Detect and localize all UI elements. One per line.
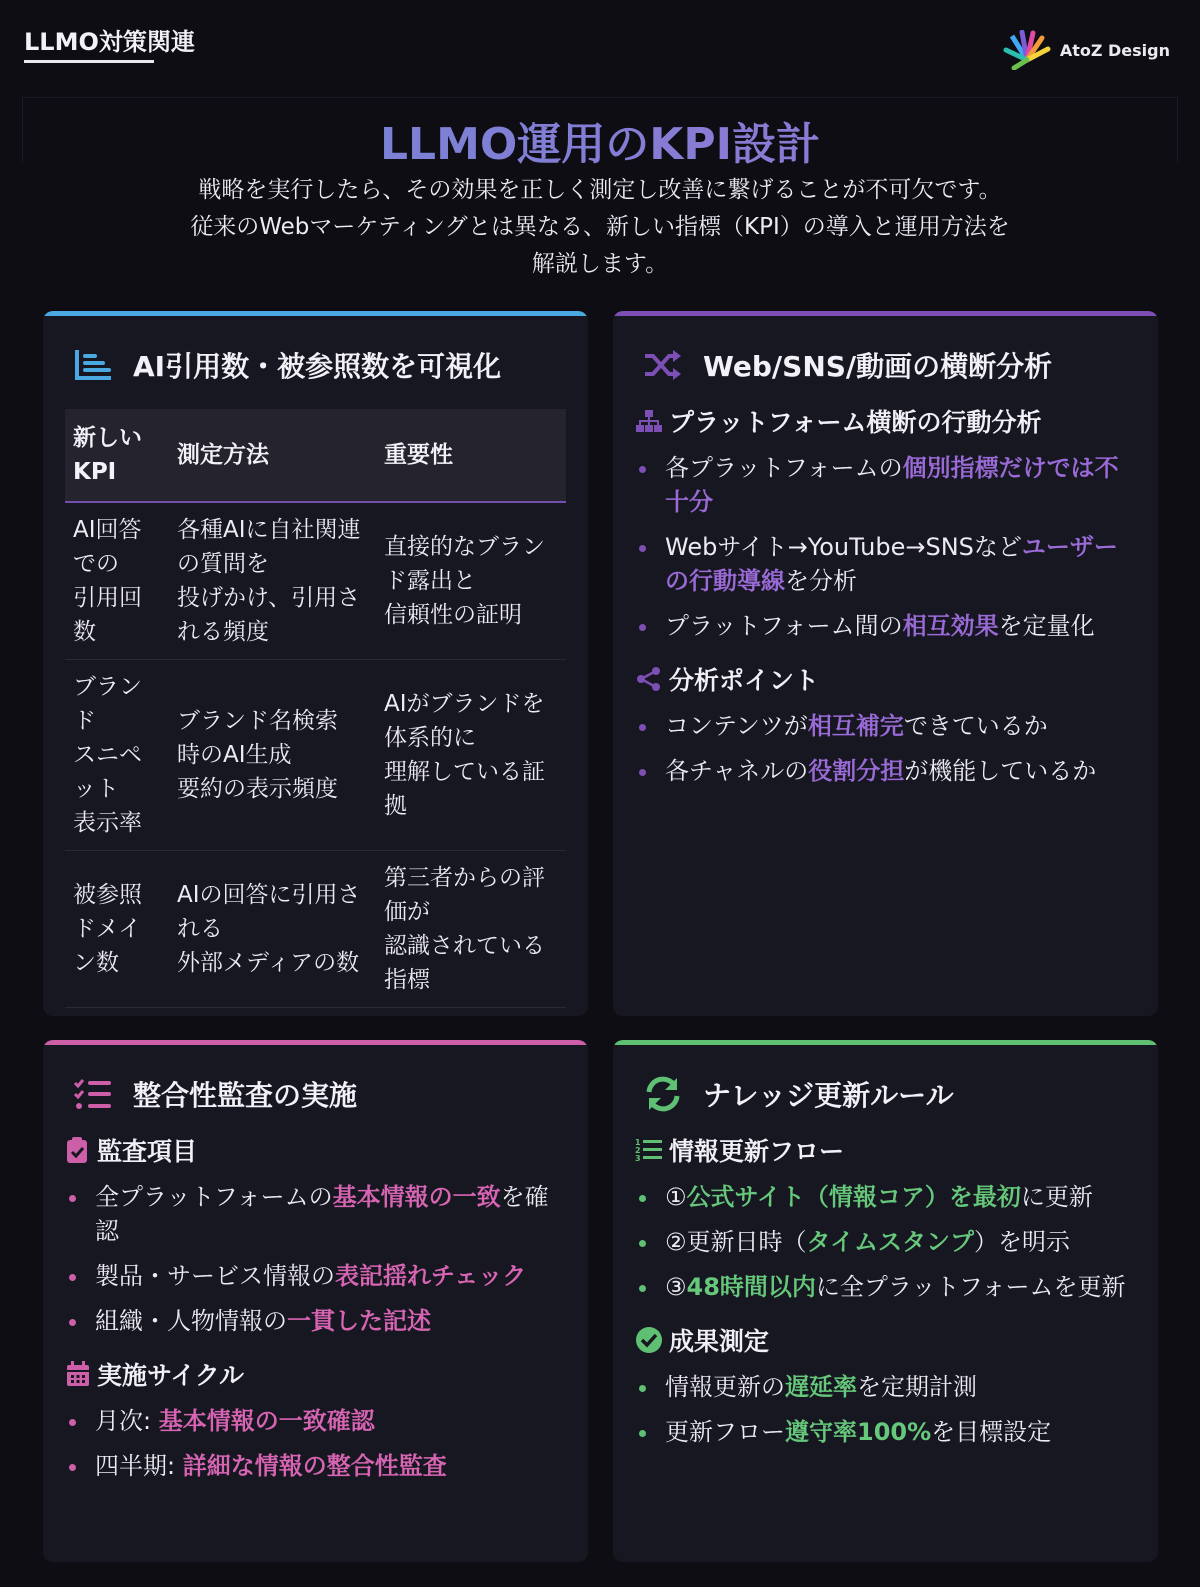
highlight-text: ユーザーの行動導線 [665, 533, 1118, 595]
highlight-text: タイムスタンプ [806, 1228, 975, 1256]
card-knowledge-update [613, 1040, 1158, 1562]
highlight-text: 48時間以内 [686, 1273, 816, 1301]
highlight-text: 基本情報の一致確認 [158, 1407, 375, 1435]
section-heading-text: 分析ポイント [669, 666, 820, 695]
table-cell: ブラン ド スニペ ット 表示率 [65, 660, 169, 851]
svg-text:3: 3 [635, 1154, 641, 1163]
table-header-importance: 重要性 [376, 409, 566, 502]
list-item [637, 1415, 1136, 1449]
list-item-text: コンテンツが [665, 712, 808, 740]
refresh-icon [643, 1076, 683, 1112]
section-heading [65, 1356, 566, 1392]
list-item-text: が機能しているか [904, 757, 1097, 785]
section-heading [635, 661, 1136, 697]
section-heading [65, 1132, 566, 1168]
brand-logo-icon [1002, 30, 1052, 70]
page-title: LLMO運用のKPI設計 [0, 108, 1200, 172]
brand-name: AtoZ Design [1059, 40, 1170, 60]
list-item-text: 製品・サービス情報の [95, 1262, 335, 1290]
list-item-text: に全プラットフォームを更新 [815, 1273, 1126, 1301]
table-row [65, 660, 566, 851]
section-heading-text: 情報更新フロー [669, 1137, 845, 1166]
card-consistency-audit [43, 1040, 588, 1562]
table-cell: AIの回答に引用さ れる 外部メディアの数 [169, 851, 376, 1008]
list-item-text: 全プラットフォームの [95, 1183, 333, 1211]
table-cell: 被参照 ドメイ ン数 [65, 851, 169, 1008]
list-item-text: を定量化 [998, 612, 1095, 640]
card-sections [65, 1132, 566, 1483]
bullet-list [67, 1404, 566, 1483]
highlight-text: 役割分担 [808, 757, 905, 785]
list-item-text: 組織・人物情報の [95, 1307, 287, 1335]
table-header-method: 測定方法 [169, 409, 376, 502]
shuffle-icon [643, 348, 683, 382]
card-title: ナレッジ更新ルール [703, 1079, 954, 1112]
list-item-text: を分析 [785, 567, 857, 595]
list-item [67, 1259, 566, 1293]
list-item [67, 1304, 566, 1338]
section-heading-text: 実施サイクル [97, 1361, 245, 1390]
highlight-text: 相互補完 [807, 712, 904, 740]
check-circle-icon [635, 1326, 663, 1354]
list-item [637, 1225, 1136, 1259]
card-sections [635, 1132, 1136, 1449]
card-cross-platform [613, 311, 1158, 1016]
table-cell: AIがブランドを 体系的に 理解している証 拠 [376, 660, 566, 851]
list-item [637, 1180, 1136, 1214]
list-item-text: プラットフォーム間の [665, 612, 903, 640]
list-item-text: を目標設定 [931, 1418, 1052, 1446]
description-line: 解説します。 [531, 251, 669, 277]
card-sections [635, 403, 1136, 788]
card-title: AI引用数・被参照数を可視化 [133, 350, 502, 383]
checklist-icon [73, 1077, 113, 1111]
section-heading [635, 1322, 1136, 1358]
list-item-text: 各チャネルの [665, 757, 809, 785]
list-item [637, 1270, 1136, 1304]
card-title: Web/SNS/動画の横断分析 [703, 350, 1053, 383]
card-title: 整合性監査の実施 [133, 1079, 358, 1112]
share-nodes-icon [635, 666, 663, 692]
highlight-text: 相互効果 [902, 612, 999, 640]
section-heading [635, 1132, 1136, 1168]
bar-chart-icon [73, 348, 113, 382]
list-item-text: 更新フロー [665, 1418, 785, 1446]
list-item [637, 754, 1136, 788]
card-accent-bar [613, 1040, 1158, 1045]
list-item [67, 1180, 566, 1248]
list-item-text: Webサイト→YouTube→SNSなど [665, 533, 1022, 561]
brand [1002, 30, 1170, 70]
highlight-text: 個別指標だけでは不十分 [665, 454, 1119, 516]
list-item-text: を定期計測 [857, 1373, 977, 1401]
bullet-list [637, 709, 1136, 788]
ordered-list-icon [635, 1137, 663, 1163]
table-header-row [65, 409, 566, 502]
table-cell: AI回答 での 引用回 数 [65, 502, 169, 660]
highlight-text: 遵守率100% [785, 1418, 932, 1446]
card-header [643, 345, 1136, 385]
list-item [637, 709, 1136, 743]
clipboard-check-icon [65, 1136, 91, 1164]
table-cell: ブランド名検索 時のAI生成 要約の表示頻度 [169, 660, 376, 851]
highlight-text: 一貫した記述 [287, 1307, 431, 1335]
description-line: 戦略を実行したら、その効果を正しく測定し改善に繋げることが不可欠です。 [198, 177, 1002, 203]
list-item-text: 月次: [95, 1407, 159, 1435]
card-header [73, 345, 566, 385]
section-heading-text: 監査項目 [97, 1137, 198, 1166]
list-item-text: できているか [903, 712, 1048, 740]
bullet-list [67, 1180, 566, 1338]
category-underline [24, 60, 154, 63]
bullet-list [637, 1180, 1136, 1304]
kpi-table [65, 409, 566, 1008]
highlight-text: 詳細な情報の整合性監査 [182, 1452, 447, 1480]
list-item-text: 各プラットフォームの [665, 454, 903, 482]
card-accent-bar [613, 311, 1158, 316]
section-heading-text: 成果測定 [669, 1327, 770, 1356]
card-accent-bar [43, 1040, 588, 1045]
category-label: LLMO対策関連 [24, 28, 195, 56]
card-ai-citation [43, 311, 588, 1016]
table-cell: 各種AIに自社関連 の質問を 投げかけ、引用さ れる頻度 [169, 502, 376, 660]
list-item-text: 情報更新の [665, 1373, 785, 1401]
card-header [643, 1074, 1136, 1114]
section-heading-text: プラットフォーム横断の行動分析 [669, 408, 1042, 437]
list-item [637, 530, 1136, 598]
description-line: 従来のWebマーケティングとは異なる、新しい指標（KPI）の導入と運用方法を [190, 214, 1010, 240]
list-item-text: に更新 [1020, 1183, 1093, 1211]
highlight-text: 遅延率 [785, 1373, 857, 1401]
list-item-text: ③ [665, 1273, 687, 1301]
list-item-text: ②更新日時（ [665, 1228, 807, 1256]
table-cell: 第三者からの評 価が 認識されている 指標 [376, 851, 566, 1008]
bullet-list [637, 1370, 1136, 1449]
list-item-text: ）を明示 [974, 1228, 1071, 1256]
table-row [65, 851, 566, 1008]
card-accent-bar [43, 311, 588, 316]
list-item-text: を確認 [95, 1183, 549, 1245]
highlight-text: 公式サイト（情報コア）を最初 [686, 1183, 1021, 1211]
section-heading [635, 403, 1136, 439]
table-row [65, 502, 566, 660]
highlight-text: 表記揺れチェック [335, 1262, 527, 1290]
svg-text:2: 2 [635, 1146, 641, 1155]
table-cell: 直接的なブラン ド露出と 信頼性の証明 [376, 502, 566, 660]
highlight-text: 基本情報の一致 [332, 1183, 501, 1211]
list-item-text: ① [665, 1183, 687, 1211]
svg-text:1: 1 [635, 1138, 641, 1147]
list-item-text: 四半期: [95, 1452, 183, 1480]
page-description [110, 172, 1090, 283]
list-item [637, 609, 1136, 643]
bullet-list [637, 451, 1136, 643]
calendar-icon [65, 1360, 91, 1388]
list-item [637, 451, 1136, 519]
list-item [67, 1449, 566, 1483]
card-header [73, 1074, 566, 1114]
table-header-kpi: 新しい KPI [65, 409, 169, 502]
list-item [67, 1404, 566, 1438]
list-item [637, 1370, 1136, 1404]
sitemap-icon [635, 408, 663, 434]
